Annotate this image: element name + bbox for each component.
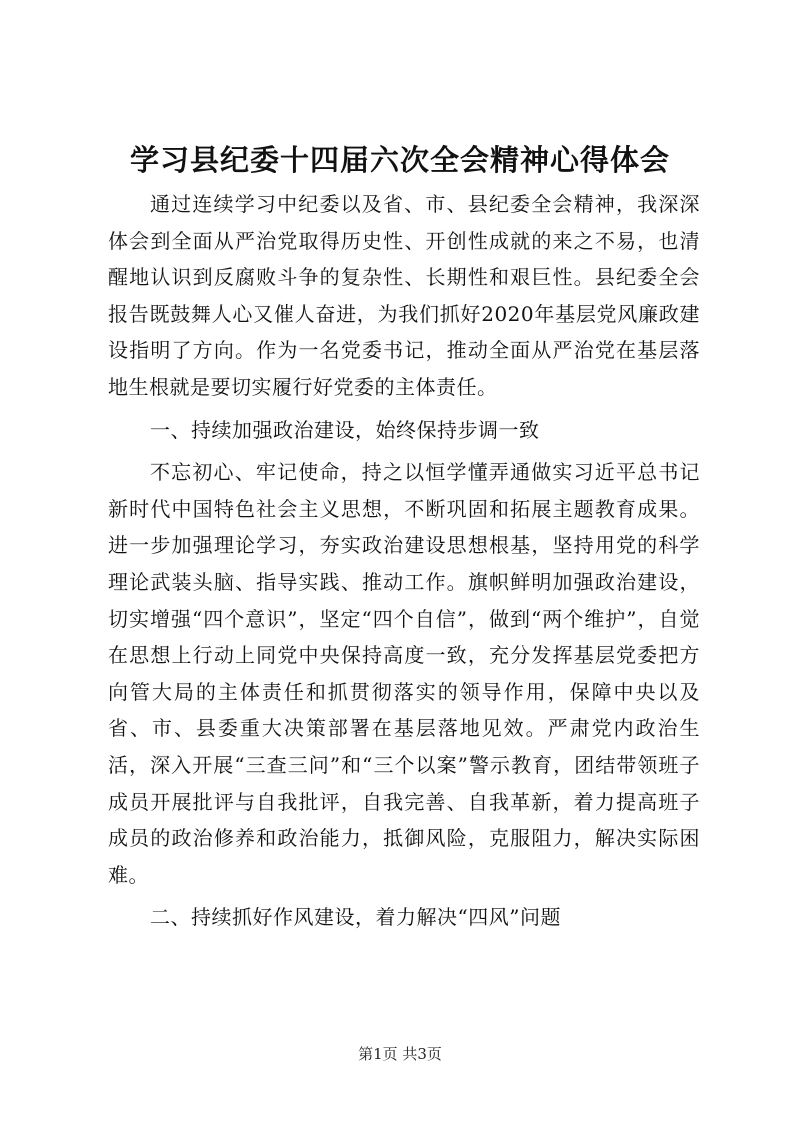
section-heading-1: 一、持续加强政治建设，始终保持步调一致 (150, 417, 540, 442)
document-title: 学习县纪委十四届六次全会精神心得体会 (129, 143, 670, 177)
intro-paragraph: 通过连续学习中纪委以及省、市、县纪委全会精神，我深深体会到全面从严治党取得历史性、开创性成就的来之不易，也清醒地认识到反腐败斗争的复杂性、长期性和艰巨性。县纪委全会报告既鼓舞人心又催人奋进，为我们抓好2020年基层党风廉政建设指明了方向。作为一名党委书记，推动全面从严治党在基层落地生根就是要切实履行好党委的主体责任。 (108, 192, 700, 399)
section-heading-2: 二、持续抓好作风建设，着力解决“四风”问题 (150, 905, 561, 930)
document-body (108, 186, 700, 936)
section-1-paragraph: 不忘初心、牢记使命，持之以恒学懂弄通做实习近平总书记新时代中国特色社会主义思想，不断巩固和拓展主题教育成果。进一步加强理论学习，夯实政治建设思想根基，坚持用党的科学理论武装头脑、指导实践、推动工作。旗帜鲜明加强政治建设，切实增强“四个意识”，坚定“四个自信”，做到“两个维护”，自觉在思想上行动上同党中央保持高度一致，充分发挥基层党委把方向管大局的主体责任和抓贯彻落实的领导作用，保障中央以及省、市、县委重大决策部署在基层落地见效。严肃党内政治生活，深入开展“三查三问”和“三个以案”警示教育，团结带领班子成员开展批评与自我批评，自我完善、自我革新，着力提高班子成员的政治修养和政治能力，抵御风险，克服阻力，解决实际困难。 (108, 460, 700, 887)
page-number: 第1页 共3页 (358, 1045, 442, 1063)
